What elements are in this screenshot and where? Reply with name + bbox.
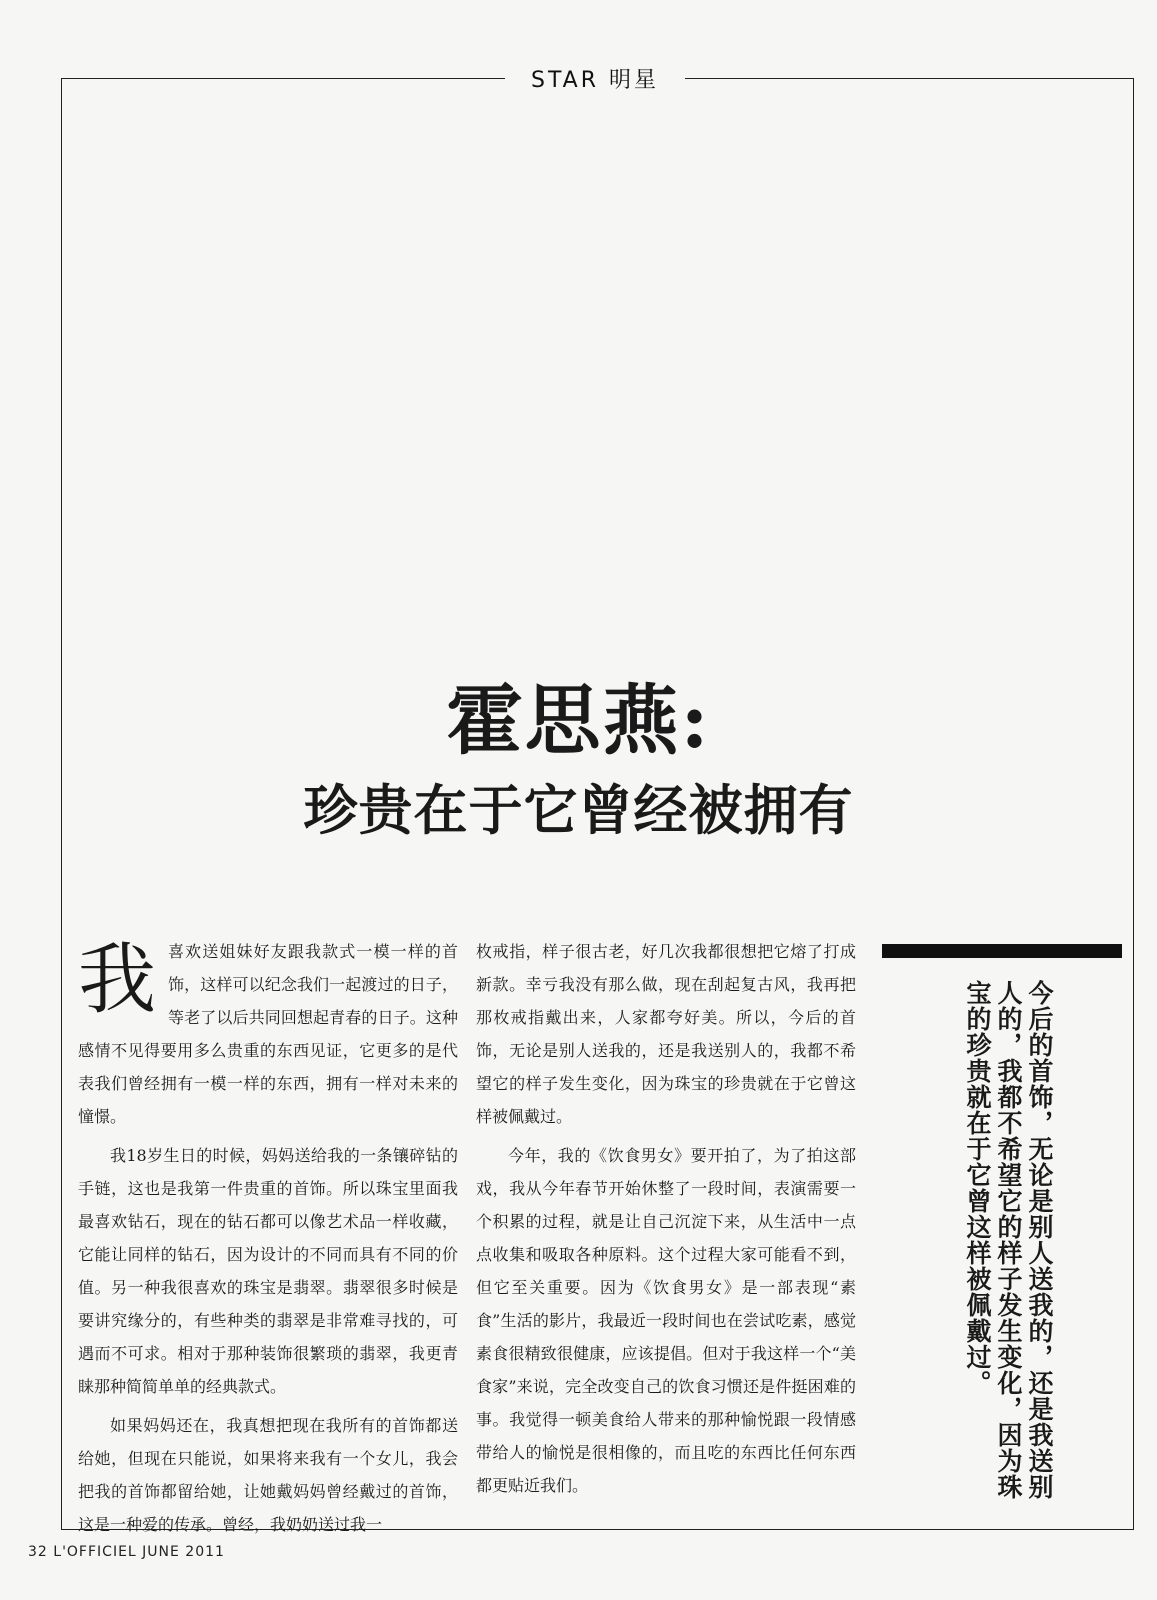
paragraph: 今年，我的《饮食男女》要开拍了，为了拍这部戏，我从今年春节开始休整了一段时间，表演需要一个积累的过程，就是让自己沉淀下来，从生活中一点点收集和吸取各种原料。这个过程大家可能看不到，但它至关重要。因为《饮食男女》是一部表现“素食”生活的影片，我最近一段时间也在尝试吃素，感觉素食很精致很健康，应该提倡。但对于我这样一个“美食家”来说，完全改变自己的饮食习惯还是件挺困难的事。我觉得一顿美食给人带来的那种愉悦跟一段情感带给人的愉悦是很相像的，而且吃的东西比任何东西都更贴近我们。 (476, 1146, 856, 1495)
article-title: 霍思燕: (446, 676, 711, 765)
section-label: STAR 明星 (530, 67, 660, 93)
pull-quote-rule (882, 944, 1122, 958)
paragraph: 如果妈妈还在，我真想把现在我所有的首饰都送给她，但现在只能说，如果将来我有一个女儿，我会把我的首饰都留给她，让她戴妈妈曾经戴过的首饰，这是一种爱的传承。曾经，我奶奶送过我一 (78, 1416, 458, 1534)
body-column-middle (476, 935, 856, 1508)
page-footer: 32 L'OFFICIEL JUNE 2011 (28, 1544, 225, 1560)
drop-cap: 我 (78, 935, 157, 1025)
paragraph: 我18岁生日的时候，妈妈送给我的一条镶碎钻的手链，这也是我第一件贵重的首饰。所以珠宝里面我最喜欢钻石，现在的钻石都可以像艺术品一样收藏，它能让同样的钻石，因为设计的不同而具有不同的价值。另一种我很喜欢的珠宝是翡翠。翡翠很多时候是要讲究缘分的，有些种类的翡翠是非常难寻找的，可遇而不可求。相对于那种装饰很繁琐的翡翠，我更青睐那种简简单单的经典款式。 (78, 1146, 458, 1396)
body-column-left (78, 935, 458, 1547)
pull-quote: 今后的首饰，无论是别人送我的，还是我送别人的，我都不希望它的样子发生变化，因为珠宝的珍贵就在于它曾这样被佩戴过。 (963, 980, 1054, 1500)
paragraph: 我喜欢送姐妹好友跟我款式一模一样的首饰，这样可以纪念我们一起渡过的日子，等老了以后共同回想起青春的日子。这种感情不见得要用多么贵重的东西见证，它更多的是代表我们曾经拥有一模一样的东西，拥有一样对未来的憧憬。 (78, 935, 458, 1126)
paragraph: 枚戒指，样子很古老，好几次我都很想把它熔了打成新款。幸亏我没有那么做，现在刮起复古风，我再把那枚戒指戴出来，人家都夸好美。所以，今后的首饰，无论是别人送我的，还是我送别人的，我都不希望它的样子发生变化，因为珠宝的珍贵就在于它曾这样被佩戴过。 (476, 942, 856, 1126)
article-subtitle: 珍贵在于它曾经被拥有 (303, 778, 854, 842)
section-header (505, 60, 685, 96)
